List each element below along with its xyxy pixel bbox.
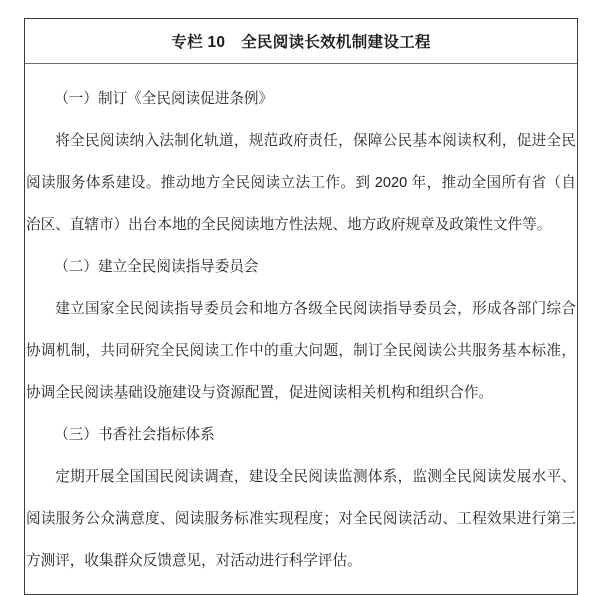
- section-one: [25, 78, 577, 246]
- section-one-paragraph: 将全民阅读纳入法制化轨道，规范政府责任，保障公民基本阅读权利，促进全民阅读服务体系建设。推动地方全民阅读立法工作。到 2020 年，推动全国所有省（自治区、直辖市）出台本地的全民阅读地方性法规、地方政府规章及政策性文件等。: [26, 133, 576, 233]
- section-three: [25, 414, 577, 582]
- section-one-heading: （一）制订《全民阅读促进条例》: [54, 91, 274, 107]
- callout-box: [24, 18, 578, 595]
- section-three-paragraph: 定期开展全国国民阅读调查，建设全民阅读监测体系，监测全民阅读发展水平、阅读服务公众满意度、阅读服务标准实现程度；对全民阅读活动、工程效果进行第三方测评，收集群众反馈意见，对活动进行科学评估。: [26, 469, 576, 569]
- callout-title-row: [25, 19, 577, 64]
- callout-title: 专栏 10 全民阅读长效机制建设工程: [171, 34, 431, 51]
- section-three-heading: （三）书香社会指标体系: [54, 427, 215, 443]
- section-two-paragraph: 建立国家全民阅读指导委员会和地方各级全民阅读指导委员会，形成各部门综合协调机制，共同研究全民阅读工作中的重大问题，制订全民阅读公共服务基本标准，协调全民阅读基础设施建设与资源配置，促进阅读相关机构和组织合作。: [26, 301, 576, 401]
- callout-body: [25, 64, 577, 594]
- body-bottom-spacer: [25, 582, 577, 594]
- section-two: [25, 246, 577, 414]
- body-top-spacer: [25, 64, 577, 78]
- section-two-heading: （二）建立全民阅读指导委员会: [54, 259, 259, 275]
